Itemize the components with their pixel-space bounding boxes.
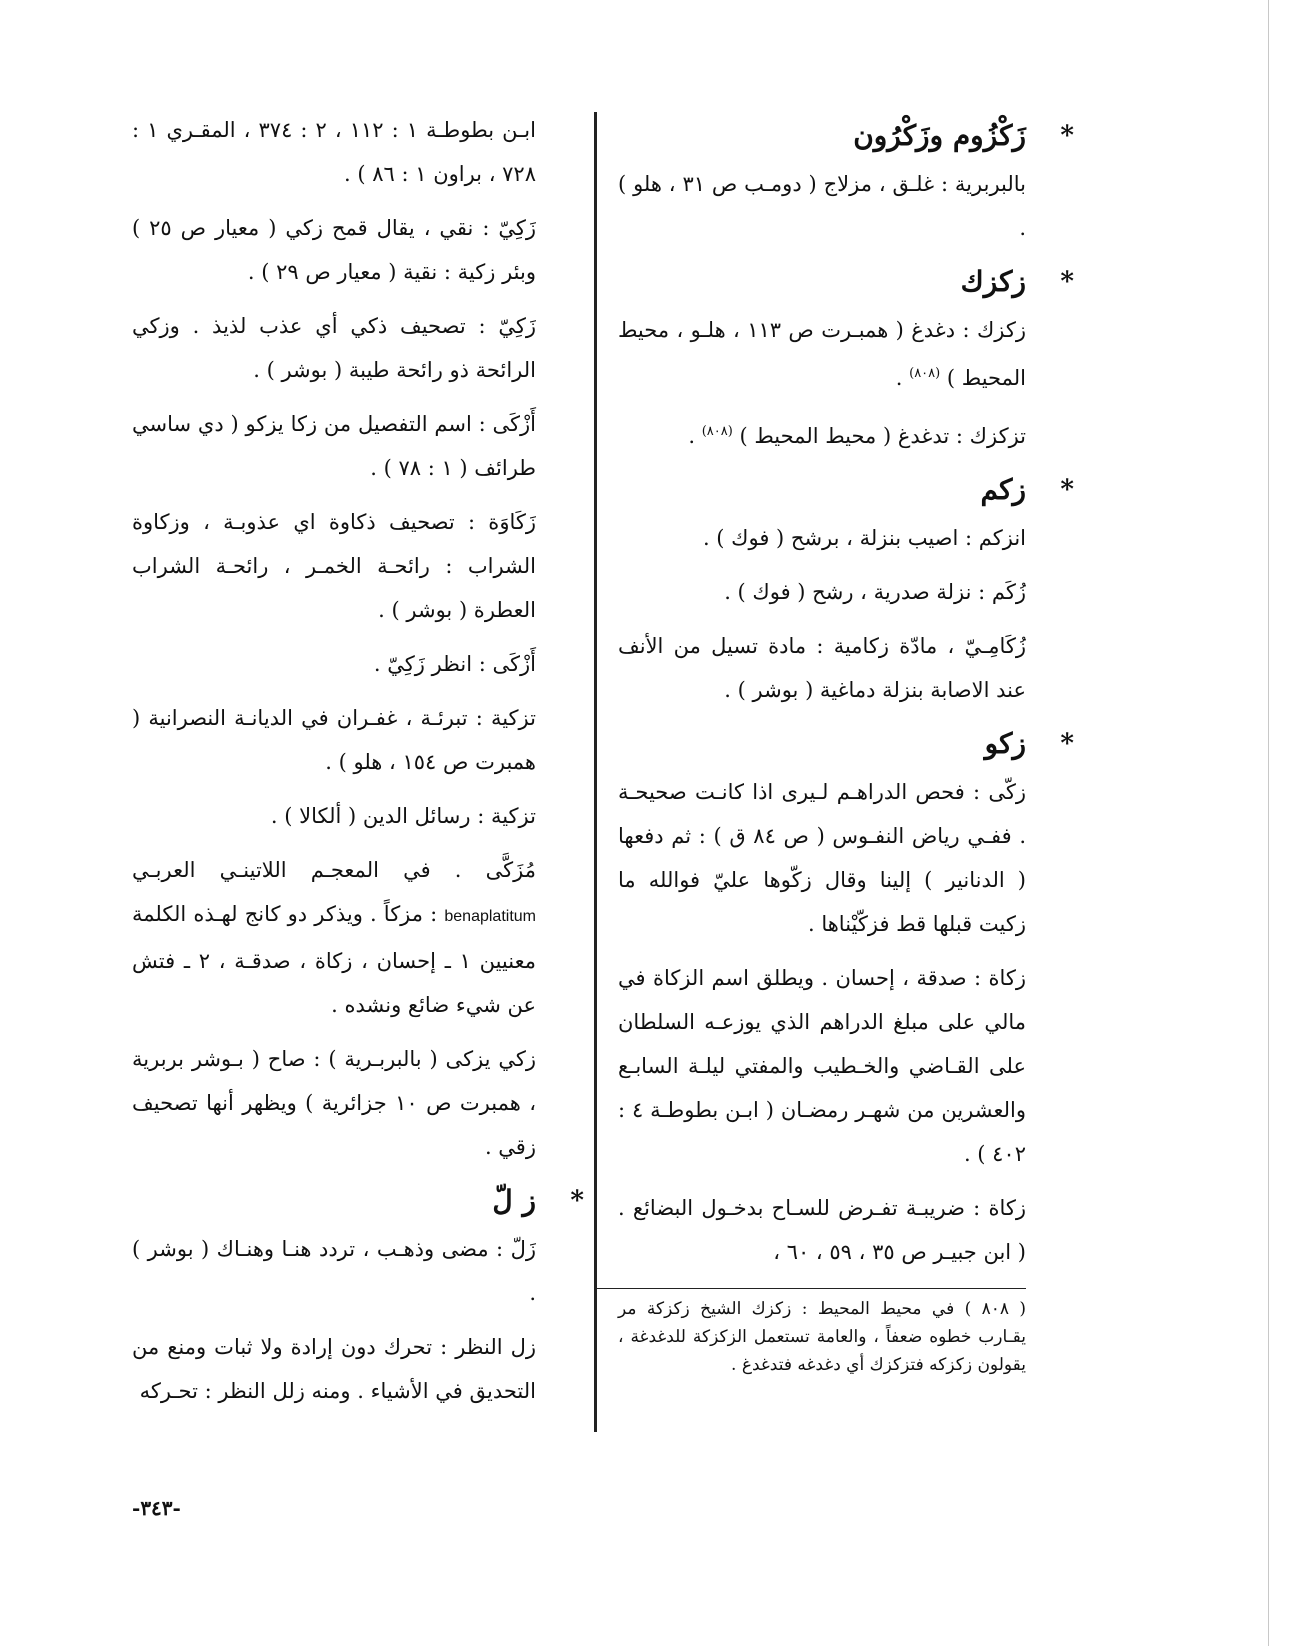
page-edge-line (1268, 0, 1269, 1646)
headword-zall (132, 1179, 584, 1223)
latin-term: benaplatitum (444, 908, 536, 925)
headword-zakzum (618, 114, 1074, 158)
entry-text: زَلّ : مضى وذهـب ، تردد هنـا وهنـاك ( بوشر ) . (132, 1237, 536, 1305)
entry-star: * (1060, 267, 1074, 297)
entry-text: زُكَامِـيّ ، مادّة زكامية : مادة تسيل من الأنف عند الاصابة بنزلة دماغية ( بوشر ) . (618, 634, 1026, 702)
entry-text: أَزْكَى : اسم التفصيل من زكا يزكو ( دي ساسي طرائف ( ١ : ٧٨ ) . (132, 412, 536, 480)
left-column (132, 108, 584, 1423)
entry-star: * (1060, 121, 1074, 151)
footnote-ref: (٨٠٨) (909, 366, 941, 381)
headword-text: زكم (980, 473, 1026, 506)
footnote: ( ٨٠٨ ) في محيط المحيط : زكزك الشيخ زكزكة مر يقـارب خطوه ضعفاً ، والعامة تستعمل الزكزكة للدغدغة ، يقولون زكزكه فتزكزك أي دغدغه فتدغدغ . (618, 1299, 1026, 1375)
entry-text: تزكية : رسائل الدين ( ألكالا ) . (270, 804, 536, 828)
entry-text: زكّى : فحص الدراهـم لـيرى اذا كانـت صحيحـة . ففـي رياض النفـوس ( ص ٨٤ ق ) : ثم دفعها ( الدنانير ) إلينا وقال زكّوها عليّ فوالله ما زكيت قبلها قط فزكّيْناها . (618, 780, 1027, 936)
headword-zakzak (618, 260, 1074, 304)
entry-text: بالبربرية : غلـق ، مزلاج ( دومـب ص ٣١ ، هلو ) . (618, 172, 1027, 240)
entry-star: * (1060, 475, 1074, 505)
entry-text-body: تزكزك : تدغدغ ( محيط المحيط ) (739, 424, 1026, 448)
entry-text (618, 410, 1026, 458)
column-divider (594, 112, 597, 1432)
entry-text-end: . (895, 366, 910, 390)
entry-text: زكاة : ضريبـة تفـرض للسـاح بدخـول البضائع . ( ابن جبيـر ص ٣٥ ، ٥٩ ، ٦٠ ، (618, 1196, 1026, 1264)
entry-text: زَكِيّ : تصحيف ذكي أي عذب لذيذ . وزكي الرائحة ذو رائحة طيبة ( بوشر ) . (132, 314, 536, 382)
page-number: -٣٤٣- (132, 1496, 181, 1520)
entry-text: زَكَاوَة : تصحيف ذكاوة اي عذوبـة ، وزكاوة الشراب : رائحـة الخمـر ، رائحـة الشراب العطرة ( بوشر ) . (132, 510, 536, 622)
headword-zakw (618, 722, 1074, 766)
entry-text: أَزْكَى : انظر زَكِيّ . (373, 652, 536, 676)
entry-star: * (570, 1186, 584, 1216)
entry-text: ابـن بطوطـة ١ : ١١٢ ، ٢ : ٣٧٤ ، المقـري ١ : ٧٢٨ ، براون ١ : ٨٦ ) . (132, 118, 536, 186)
headword-text: ز لّ (492, 1184, 536, 1217)
entry-text-end: . (688, 424, 702, 448)
headword-zakam (618, 468, 1074, 512)
entry-text-end: : مزكاً . ويذكر دو كانج لهـذه الكلمة معنيين ١ ـ إحسان ، زكاة ، صدقـة ، ٢ ـ فتش عن شيء ضائع ونشده . (132, 902, 536, 1017)
entry-star: * (1060, 729, 1074, 759)
headword-text: زَكْزُوم وزَكْرُون (853, 119, 1026, 152)
headword-text: زكو (984, 727, 1026, 760)
entry-text: انزكم : اصيب بنزلة ، برشح ( فوك ) . (702, 526, 1026, 550)
entry-text: زكاة : صدقة ، إحسان . ويطلق اسم الزكاة في مالي على مبلغ الدراهم الذي يوزعـه السلطان على القـاضي والخـطيب والمفتي ليلـة السابـع والعشرين من شهـر رمضـان ( ابـن بطوطـة ٤ : ٤٠٢ ) . (618, 966, 1026, 1166)
headword-text: زكزك (960, 265, 1026, 298)
entry-text (618, 308, 1026, 400)
entry-text (132, 848, 536, 1027)
right-column (618, 108, 1074, 1379)
entry-text-body: مُزَكَّى . في المعجـم اللاتينـي العربـي (132, 858, 536, 882)
entry-text-body: زكزك : دغدغ ( همبـرت ص ١١٣ ، هلـو ، محيط المحيط ) (618, 318, 1026, 390)
footnote-divider (596, 1288, 1026, 1289)
footnote-ref: (٨٠٨) (701, 424, 733, 439)
entry-text: زكي يزكى ( بالبربـرية ) : صاح ( بـوشر بربرية ، همبرت ص ١٠ جزائرية ) ويظهر أنها تصحيف زقي . (132, 1047, 536, 1159)
entry-text: زل النظر : تحرك دون إرادة ولا ثبات ومنع من التحديق في الأشياء . ومنه زلل النظر : تحـركه (132, 1335, 536, 1403)
entry-text: تزكية : تبرئـة ، غفـران في الديانـة النصرانية ( همبرت ص ١٥٤ ، هلو ) . (132, 706, 536, 774)
entry-text: زُكَم : نزلة صدرية ، رشح ( فوك ) . (724, 580, 1026, 604)
entry-text: زَكِيّ : نقي ، يقال قمح زكي ( معيار ص ٢٥ ) وبئر زكية : نقية ( معيار ص ٢٩ ) . (132, 216, 537, 284)
